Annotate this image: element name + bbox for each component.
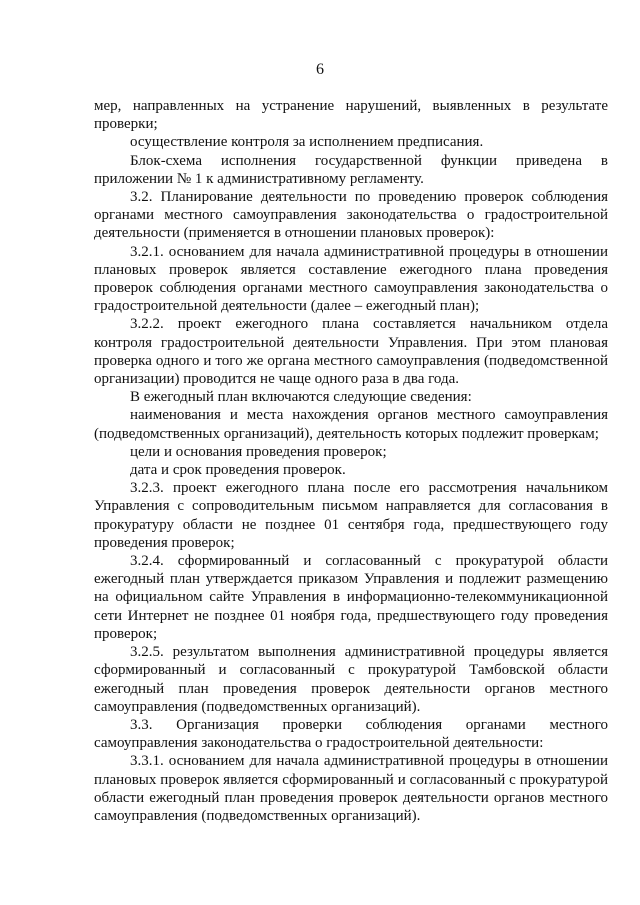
paragraph: 3.2.1. основанием для начала административной процедуры в отношении плановых проверок является составление ежегодного плана проведения проверок соблюдения органами местного самоуправления законодательства о градостроительной деятельности (далее – ежегодный план); [94, 243, 608, 315]
list-item: цели и основания проведения проверок; [130, 443, 387, 460]
paragraph: 3.2.5. результатом выполнения административной процедуры является сформированный и согласованный с прокуратурой Тамбовской области ежегодный план проведения проверок деятельности органов местного самоуправления (подведомственных организаций). [94, 644, 608, 715]
section-heading: 3.3. Организация проверки соблюдения органами местного самоуправления законодательства о градостроительной деятельности: [94, 716, 608, 752]
list-item: наименования и места нахождения органов местного самоуправления (подведомственных организаций), деятельность которых подлежит проверкам; [94, 407, 608, 442]
paragraph: 3.2.4. сформированный и согласованный с прокуратурой области ежегодный план утверждается приказом Управления и подлежит размещению на официальном сайте Управления в информационно-телекоммуникационной сети Интернет не позднее 01 ноября года, предшествующего году проведения проверок; [94, 553, 608, 642]
section-heading: 3.2. Планирование деятельности по проведению проверок соблюдения органами местного самоуправления законодательства о градостроительной деятельности (применяется в отношении плановых проверок): [94, 189, 608, 242]
paragraph: 3.2.3. проект ежегодного плана после его рассмотрения начальником Управления с сопроводительным письмом направляется для согласования в прокуратуру области не позднее 01 сентября года, предшествующего году проведения проверок; [94, 480, 608, 551]
document-body [94, 97, 608, 825]
paragraph: 3.3.1. основанием для начала административной процедуры в отношении плановых проверок является сформированный и согласованный с прокуратурой области ежегодный план проведения проверок деятельности органов местного самоуправления (подведомственных организаций). [94, 753, 608, 824]
paragraph: осуществление контроля за исполнением предписания. [130, 134, 484, 151]
paragraph: В ежегодный план включаются следующие сведения: [130, 389, 472, 406]
page-number: 6 [316, 61, 324, 78]
paragraph: Блок-схема исполнения государственной функции приведена в приложении № 1 к административному регламенту. [94, 152, 608, 187]
paragraph: 3.2.2. проект ежегодного плана составляется начальником отдела контроля градостроительной деятельности Управления. При этом плановая проверка одного и того же органа местного самоуправления (подведомственной организации) проводится не чаще одного раза в два года. [94, 316, 608, 388]
list-item: дата и срок проведения проверок. [130, 462, 346, 479]
paragraph: мер, направленных на устранение нарушений, выявленных в результате проверки; [94, 98, 608, 133]
